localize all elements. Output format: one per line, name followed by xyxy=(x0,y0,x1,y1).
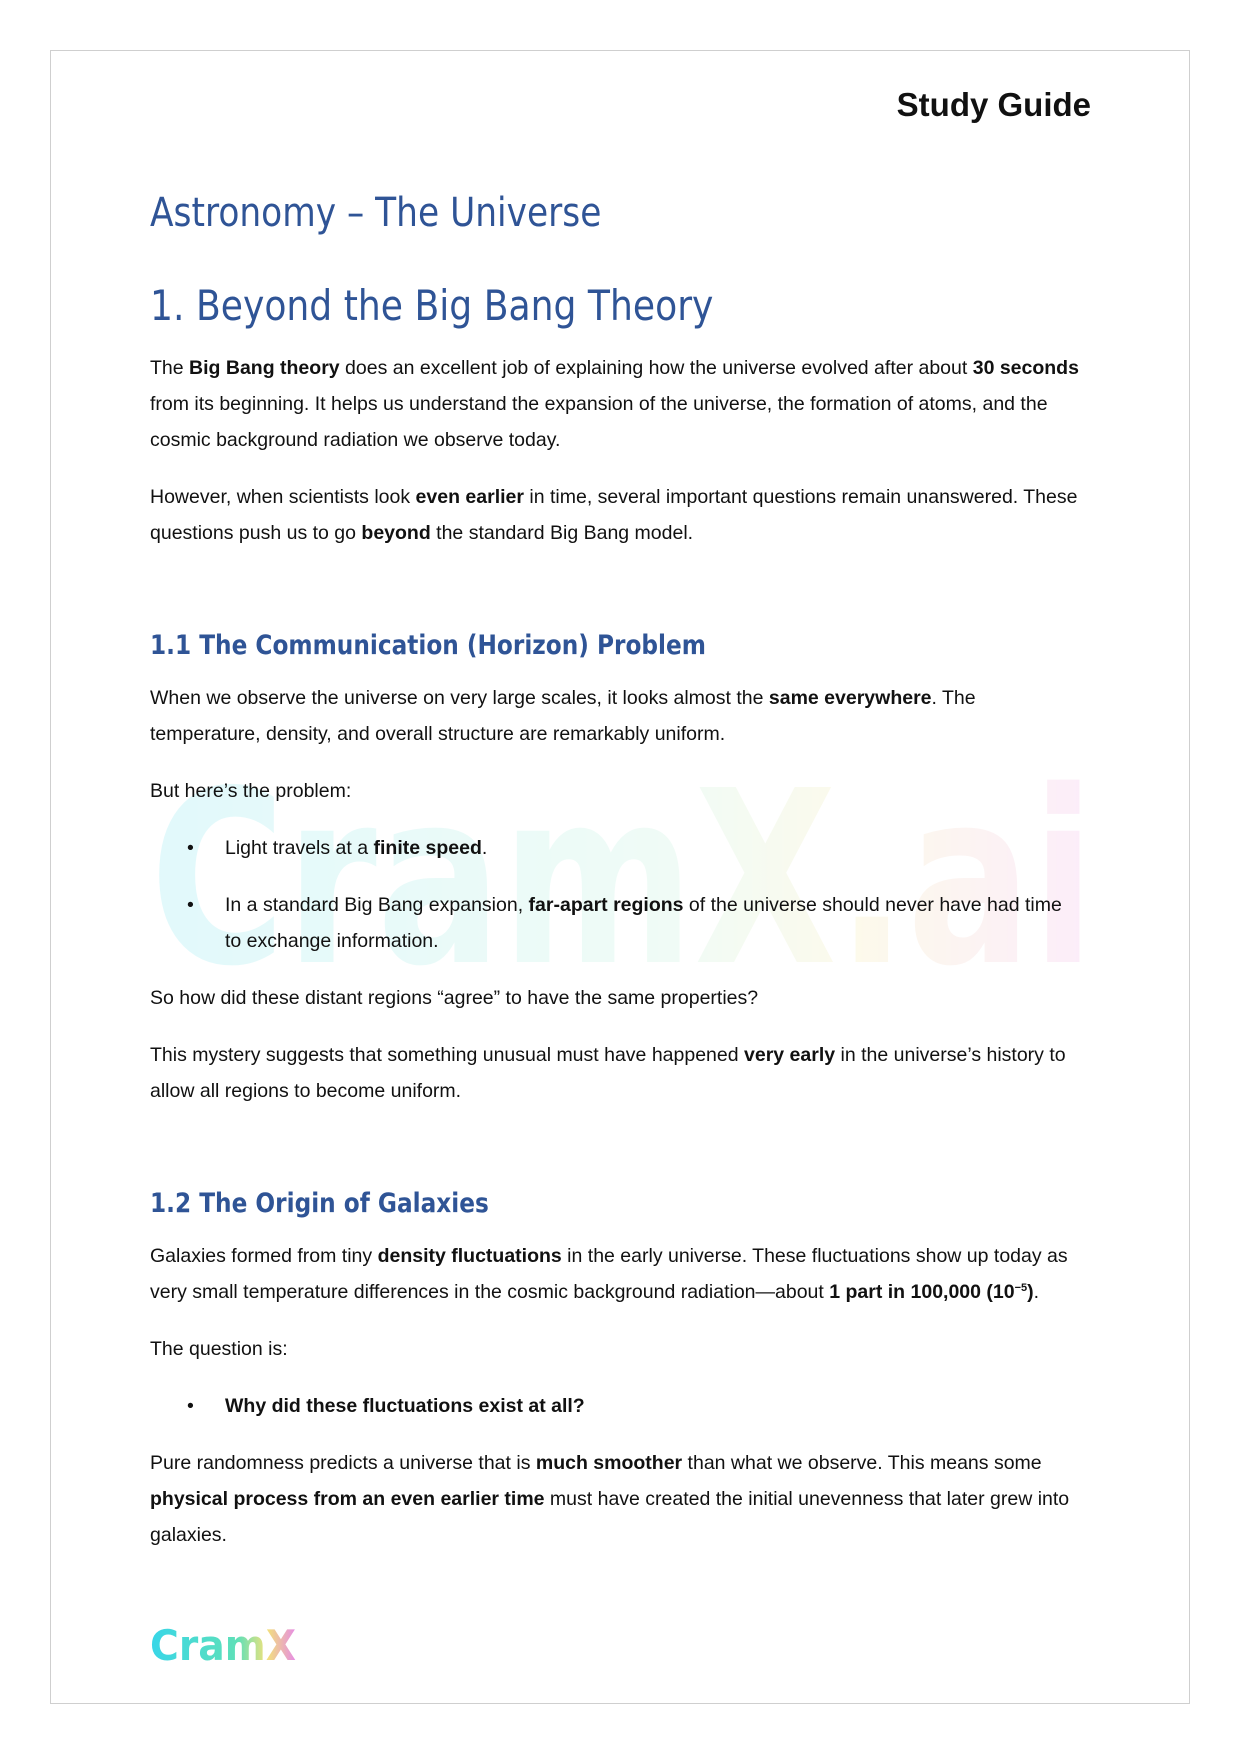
paragraph: But here’s the problem: xyxy=(150,780,352,802)
paragraph: When we observe the universe on very large scales, it looks almost the same everywhere. The temperature, density, and overall structure are remarkably uniform. xyxy=(150,687,976,745)
paragraph: The question is: xyxy=(150,1338,288,1360)
document-body xyxy=(150,185,1080,1574)
logo-wordmark: CramX xyxy=(150,1621,296,1670)
bullet-icon: • xyxy=(187,837,194,859)
header-title: Study Guide xyxy=(896,86,1091,123)
bullet-icon: • xyxy=(187,1395,194,1417)
paragraph: So how did these distant regions “agree” to have the same properties? xyxy=(150,987,759,1009)
paragraph: This mystery suggests that something unusual must have happened very early in the universe’s history to allow all regions to become uniform. xyxy=(150,1044,1066,1102)
section-heading-1-1: 1.1 The Communication (Horizon) Problem xyxy=(150,630,706,661)
section-heading-1: 1. Beyond the Big Bang Theory xyxy=(150,281,714,330)
paragraph: The Big Bang theory does an excellent job of explaining how the universe evolved after about 30 seconds from its beginning. It helps us understand the expansion of the universe, the formation of atoms, and the cosmic background radiation we observe today. xyxy=(150,357,1079,451)
paragraph: Pure randomness predicts a universe that is much smoother than what we observe. This means some physical process from an even earlier time must have created the initial unevenness that later grew into galaxies. xyxy=(150,1452,1070,1546)
list-item: • In a standard Big Bang expansion, far-apart regions of the universe should never have had time to exchange information. xyxy=(150,887,1080,959)
document-title: Astronomy – The Universe xyxy=(150,190,602,236)
list-item: • Light travels at a finite speed. xyxy=(150,830,1080,866)
watermark-text: CramX.ai xyxy=(150,762,1095,992)
cramx-logo xyxy=(150,1620,300,1670)
paragraph: Galaxies formed from tiny density fluctuations in the early universe. These fluctuations show up today as very small temperature differences in the cosmic background radiation—about 1 part in 100,000 $(10^{-5})$. xyxy=(150,1245,1068,1303)
paragraph: However, when scientists look even earlier in time, several important questions remain unanswered. These questions push us to go beyond the standard Big Bang model. xyxy=(150,486,1078,544)
bullet-icon: • xyxy=(187,894,194,916)
section-heading-1-2: 1.2 The Origin of Galaxies xyxy=(150,1188,489,1219)
bullet-list xyxy=(150,830,1080,959)
list-item: • Why did these fluctuations exist at all? xyxy=(150,1388,1080,1424)
bullet-list xyxy=(150,1388,1080,1424)
